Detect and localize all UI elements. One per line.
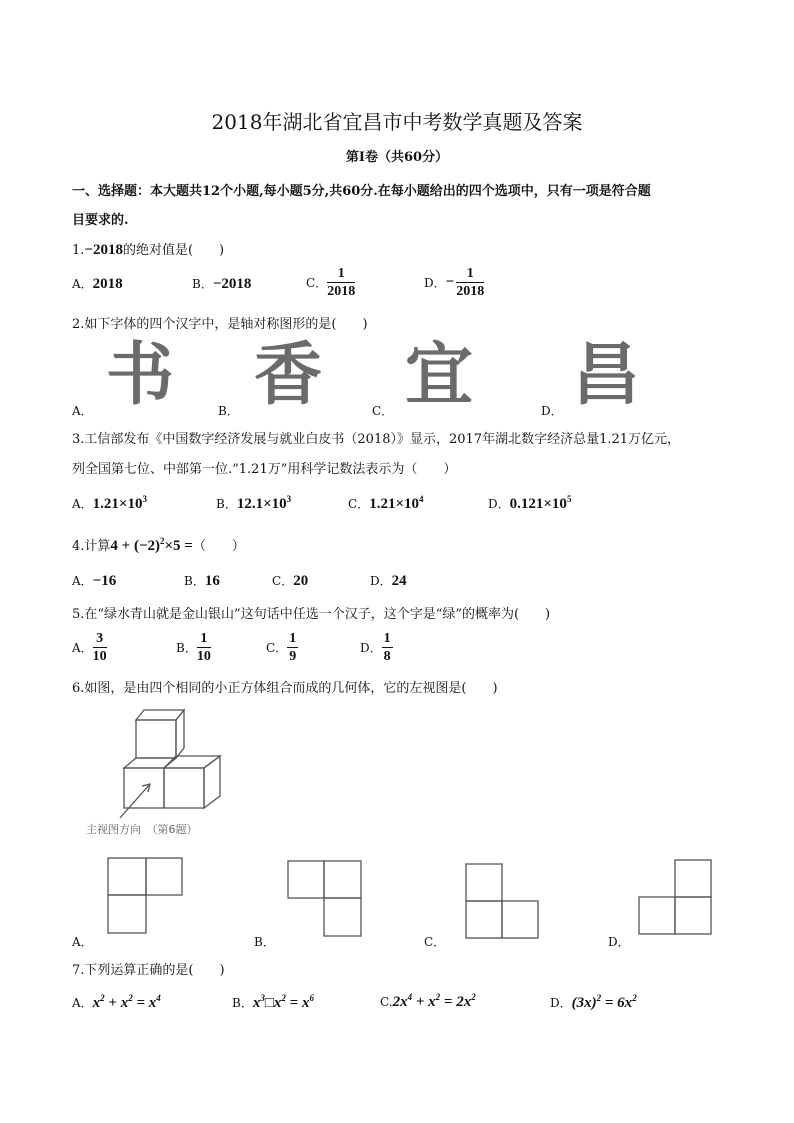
- q2-character-a: 书: [106, 336, 175, 415]
- q1-option-c[interactable]: C． $\frac{1}{2018}$: [306, 266, 356, 299]
- q4-option-c[interactable]: C．20: [272, 573, 309, 589]
- q6-option-c-figure: [464, 862, 544, 942]
- q3-option-d[interactable]: D．$0.121\times 10^5$: [488, 494, 572, 512]
- q6-option-c[interactable]: C．: [424, 935, 446, 949]
- q5-option-a[interactable]: A． $\frac{3}{10}$: [72, 631, 107, 664]
- q5-option-c[interactable]: C． $\frac{1}{9}$: [266, 631, 297, 664]
- q4-expression: $4 + (-2)^2\times 5$ =: [110, 536, 193, 554]
- q4-option-b[interactable]: B．16: [184, 573, 220, 589]
- q2-character-b: 香: [254, 336, 323, 415]
- q1-option-d[interactable]: D．− $\frac{1}{2018}$: [424, 266, 485, 299]
- question-3-line2: 列全国第七位、中部第一位.“1.21万”用科学记数法表示为（ ）: [72, 462, 457, 477]
- section-heading-line1: 一、选择题：本大题共12个小题,每小题5分,共60分.在每小题给出的四个选项中，只有一项是符合题: [72, 184, 651, 199]
- q1-c-fraction: $\frac{1}{2018}$: [327, 266, 356, 299]
- q6-option-a[interactable]: A．: [72, 935, 93, 949]
- q6-figure-caption: 主视图方向 （第6题）: [86, 823, 198, 836]
- q6-option-a-figure: [106, 856, 186, 936]
- question-1: 1.−2018的绝对值是( ): [72, 242, 225, 258]
- q1-option-a[interactable]: A．2018: [72, 276, 123, 292]
- q3-option-c[interactable]: C．$1.21\times 10^4$: [348, 494, 424, 512]
- q7-option-b[interactable]: B．$x^3□x^2 = x^6$: [232, 993, 314, 1011]
- q7-option-c[interactable]: $C.2x^4 + x^2 = 2x^2$: [380, 992, 476, 1010]
- q2-option-d[interactable]: D．: [541, 404, 563, 418]
- question-3-line1: 3.工信部发布《中国数字经济发展与就业白皮书（2018）》显示，2017年湖北数字经济总量1.21万亿元，: [72, 432, 681, 447]
- q5-option-d[interactable]: D． $\frac{1}{8}$: [360, 631, 391, 664]
- question-7: 7.下列运算正确的是( ): [72, 963, 225, 978]
- q7-option-d[interactable]: D．$(3x)^2 = 6x^2$: [550, 993, 637, 1011]
- q1-d-fraction: $\frac{1}{2018}$: [456, 266, 485, 299]
- q6-option-b-figure: [286, 859, 366, 939]
- q1-expression: −2018: [84, 242, 123, 258]
- question-2: 2.如下字体的四个汉字中，是轴对称图形的是( ): [72, 317, 368, 332]
- q7-option-a[interactable]: A．$x^2 + x^2 = x^4$: [72, 993, 161, 1011]
- q1-option-b[interactable]: B．−2018: [192, 276, 252, 292]
- q2-character-d: 昌: [572, 336, 641, 415]
- question-4: 4.计算$4 + (-2)^2\times 5$ =（ ）: [72, 536, 245, 554]
- page-title: 2018年湖北省宜昌市中考数学真题及答案: [211, 110, 583, 134]
- question-5: 5.在“绿水青山就是金山银山”这句话中任选一个汉子，这个字是“绿”的概率为( ): [72, 607, 551, 622]
- q6-option-d[interactable]: D．: [608, 935, 630, 949]
- q5-option-b[interactable]: B． $\frac{1}{10}$: [176, 631, 211, 664]
- section-heading-line2: 目要求的.: [72, 213, 129, 228]
- q3-option-a[interactable]: A．$1.21\times 10^3$: [72, 494, 147, 512]
- q6-cube-figure: [80, 700, 240, 820]
- q4-option-d[interactable]: D．24: [370, 573, 407, 589]
- q2-option-a[interactable]: A．: [72, 404, 93, 418]
- q2-option-c[interactable]: C．: [372, 404, 394, 418]
- q3-option-b[interactable]: B．$12.1\times 10^3$: [216, 494, 292, 512]
- q2-option-b[interactable]: B．: [218, 404, 239, 418]
- q4-option-a[interactable]: A．−16: [72, 573, 117, 589]
- q2-character-c: 宜: [405, 336, 474, 415]
- question-6: 6.如图，是由四个相同的小正方体组合而成的几何体，它的左视图是( ): [72, 681, 498, 696]
- page-subtitle: 第Ⅰ卷（共60分）: [345, 150, 449, 165]
- q6-option-d-figure: [637, 858, 717, 938]
- q6-option-b[interactable]: B．: [254, 935, 275, 949]
